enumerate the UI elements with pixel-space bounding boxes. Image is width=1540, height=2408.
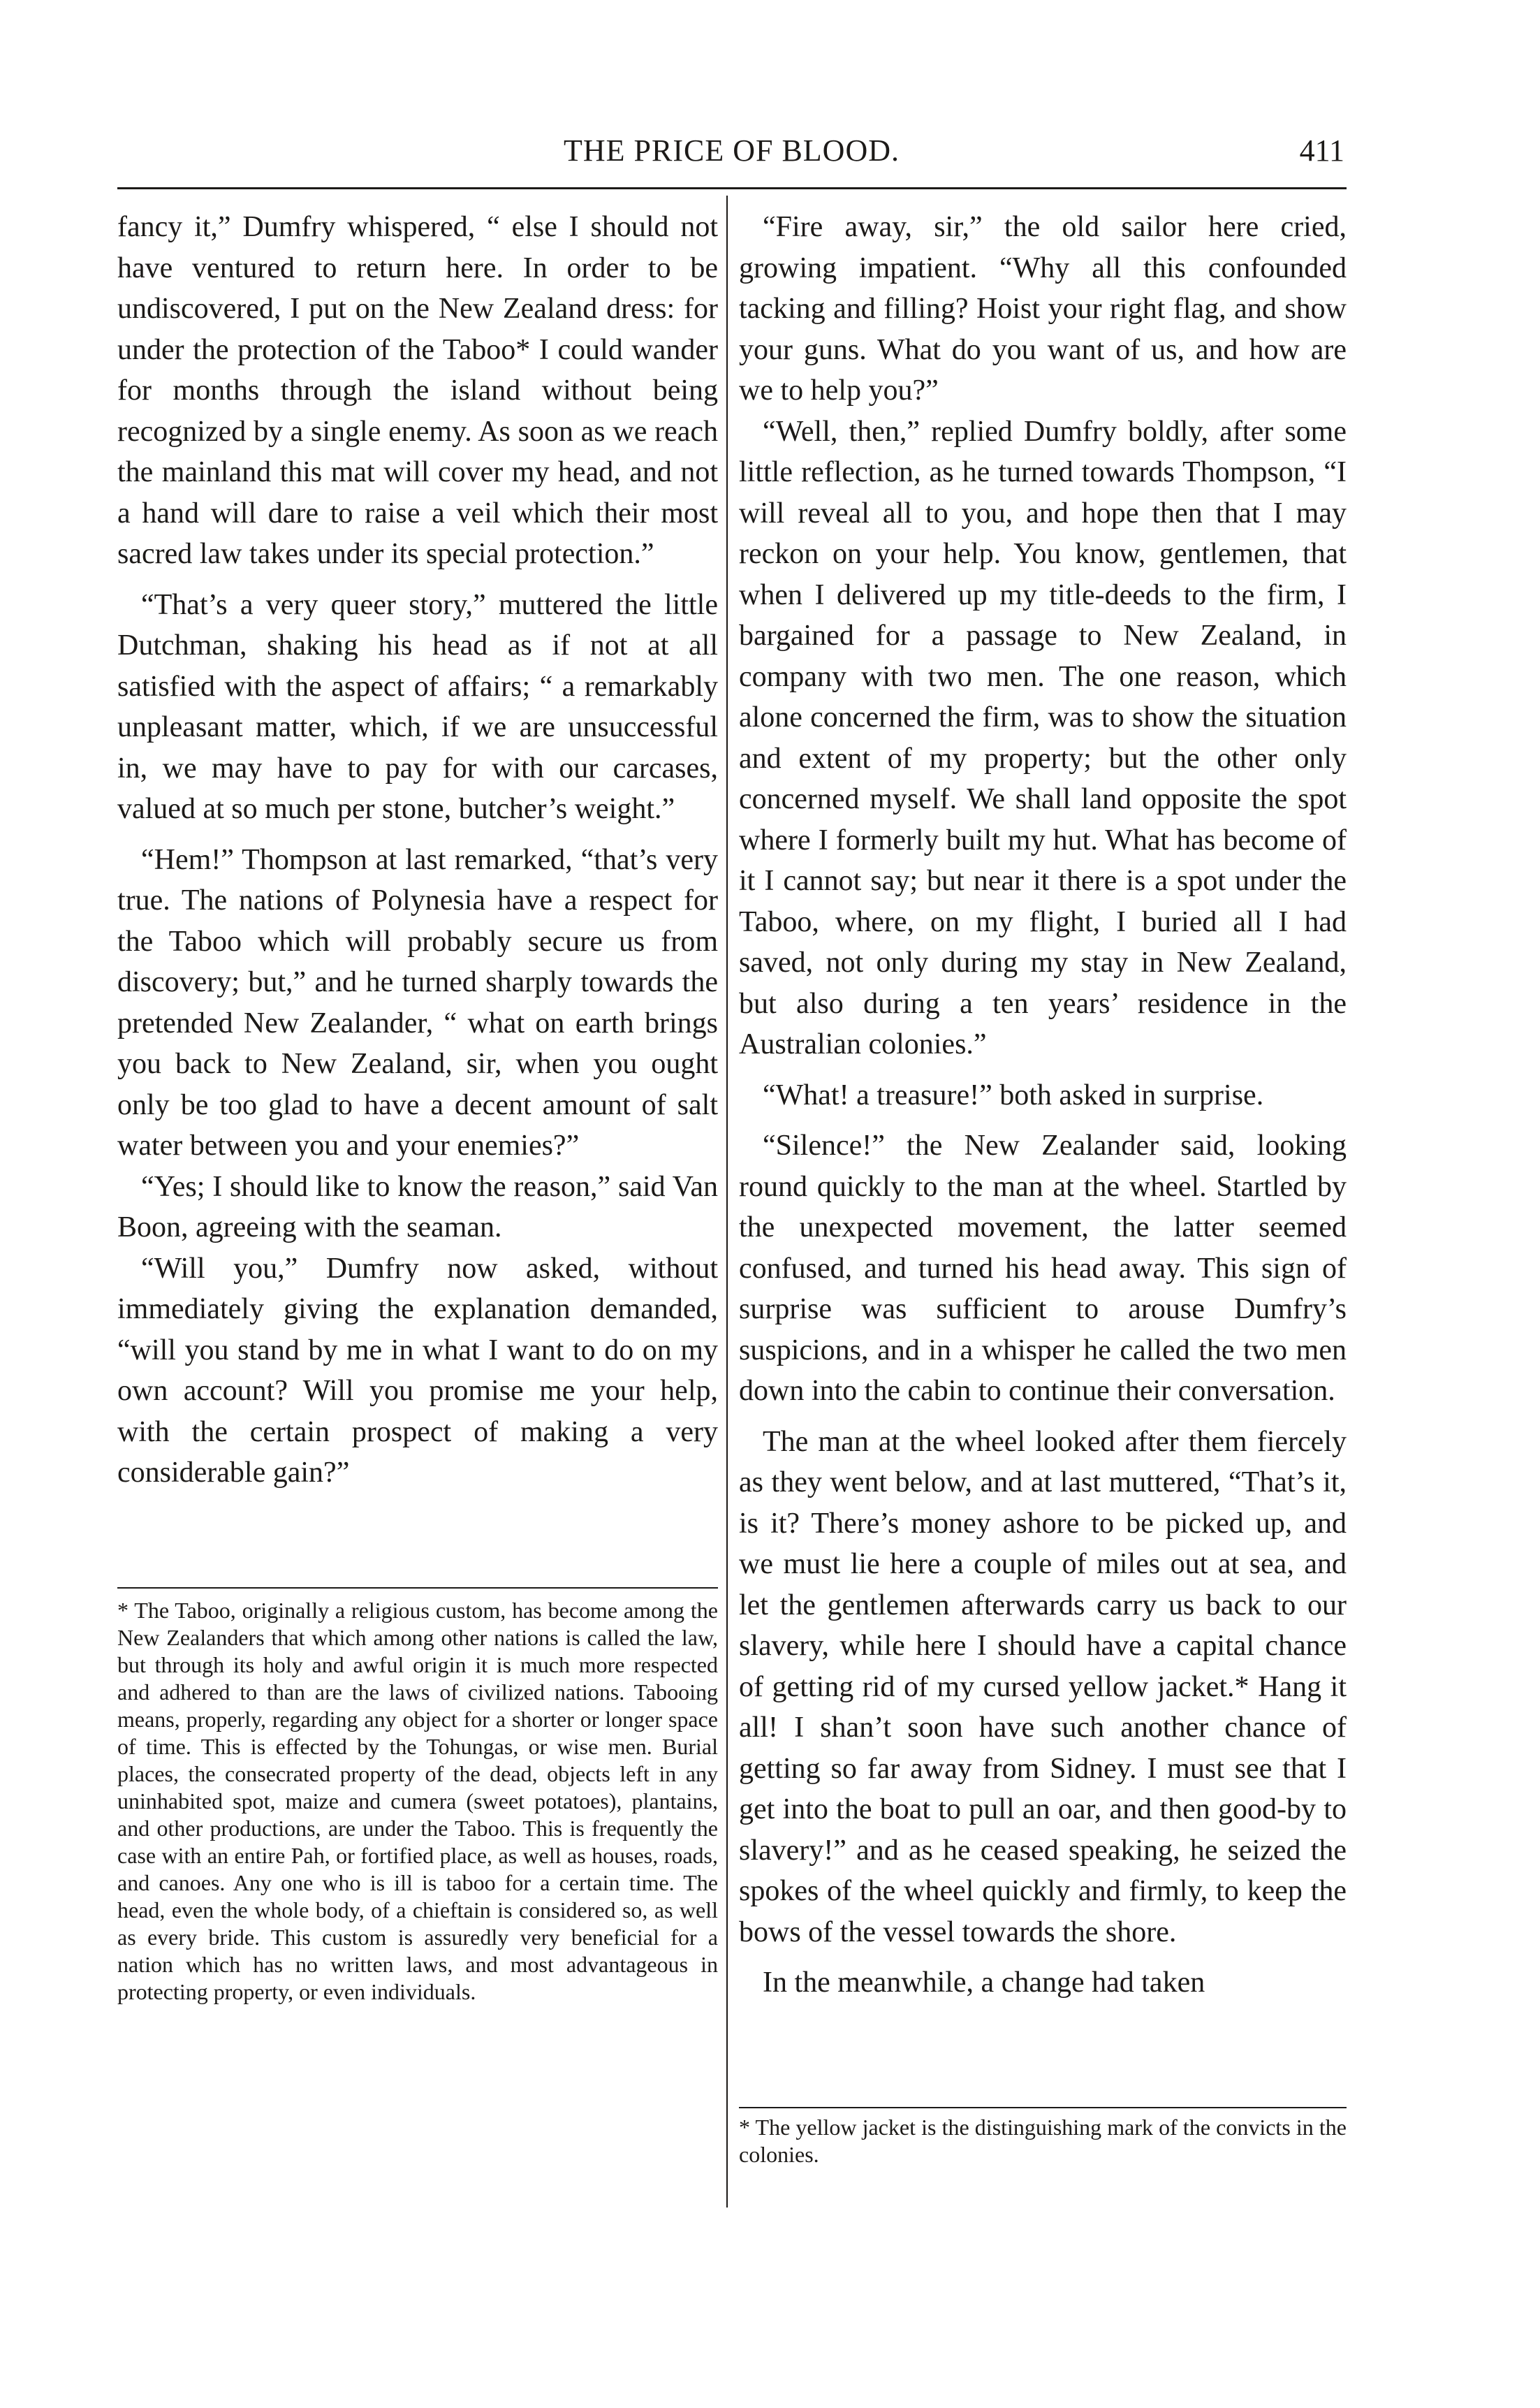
left-footnote-rule bbox=[117, 1587, 718, 1589]
right-column bbox=[739, 207, 1347, 2004]
paragraph: “What! a treasure!” both asked in surprise. bbox=[763, 1079, 1264, 1111]
left-column bbox=[117, 207, 718, 1494]
column-divider bbox=[726, 196, 728, 2208]
running-title: THE PRICE OF BLOOD. bbox=[563, 133, 900, 168]
paragraph: “Will you,” Dumfry now asked, without immediately giving the explanation demanded, “will you stand by me in what I want to do on my own account? Will you promise me your help, with the certain prospect of making a very considerable gain?” bbox=[117, 1252, 718, 1489]
right-footnote-rule bbox=[739, 2107, 1347, 2108]
paragraph: In the meanwhile, a change had taken bbox=[763, 1966, 1205, 1999]
running-header bbox=[119, 133, 1344, 177]
paragraph: “Fire away, sir,” the old sailor here cried, growing impatient. “Why all this confounded tacking and filling? Hoist your right flag, and show your guns. What do you want of us, and how are we to help you?” bbox=[739, 211, 1347, 407]
footnote-yellow-jacket: * The yellow jacket is the distinguishing mark of the convicts in the colonies. bbox=[739, 2115, 1347, 2167]
paragraph: “Silence!” the New Zealander said, looking round quickly to the man at the wheel. Startled by the unexpected movement, the latter seemed confused, and turned his head away. This sign of surprise was sufficient to arouse Dumfry’s suspicions, and in a whisper he called the two men down into the cabin to continue their conversation. bbox=[739, 1130, 1347, 1407]
paragraph: “Hem!” Thompson at last remarked, “that’s very true. The nations of Polynesia have a respect for the Taboo which will probably secure us from discovery; but,” and he turned sharply towards the pretended New Zealander, “ what on earth brings you back to New Zealand, sir, when you ought only be too glad to have a decent amount of salt water between you and your enemies?” bbox=[117, 843, 718, 1162]
header-rule bbox=[117, 187, 1347, 189]
paragraph: “Well, then,” replied Dumfry boldly, after some little reflection, as he turned towards Thompson, “I will reveal all to you, and hope then that I may reckon on your help. You know, gentlemen, that when I delivered up my title-deeds to the firm, I bargained for a passage to New Zealand, in company with two men. The one reason, which alone concerned the firm, was to show the situation and extent of my property; but the other only concerned myself. We shall land opposite the spot where I formerly built my hut. What has become of it I cannot say; but near it there is a spot under the Taboo, where, on my flight, I buried all I had saved, not only during my stay in New Zealand, but also during a ten years’ residence in the Australian colonies.” bbox=[739, 415, 1347, 1060]
paragraph: fancy it,” Dumfry whispered, “ else I should not have ventured to return here. In order to be undiscovered, I put on the New Zealand dress: for under the protection of the Taboo* I could wander for months through the island without being recognized by a single enemy. As soon as we reach the mainland this mat will cover my head, and not a hand will dare to raise a veil which their most sacred law takes under its special protection.” bbox=[117, 211, 718, 570]
page-number: 411 bbox=[1299, 133, 1344, 168]
paragraph: “That’s a very queer story,” muttered the little Dutchman, shaking his head as if not at all satisfied with the aspect of affairs; “ a remarkably unpleasant matter, which, if we are unsuccessful in, we may have to pay for with our carcases, valued at so much per stone, butcher’s weight.” bbox=[117, 588, 718, 825]
footnote-taboo: * The Taboo, originally a religious custom, has become among the New Zealanders that which among other nations is called the law, but through its holy and awful origin it is much more respected and adhered to than are the laws of civilized nations. Tabooing means, properly, regarding any object for a shorter or longer space of time. This is effected by the Tohungas, or wise men. Burial places, the consecrated property of the dead, objects left in any uninhabited spot, maize and cumera (sweet potatoes), plantains, and other productions, are under the Taboo. This is frequently the case with an entire Pah, or fortified place, as well as houses, roads, and canoes. Any one who is ill is taboo for a certain time. The head, even the whole body, of a chieftain is considered so, as well as every bride. This custom is assuredly very beneficial for a nation which has no written laws, and most advantageous in protecting property, or even individuals. bbox=[117, 1598, 718, 2004]
paragraph: “Yes; I should like to know the reason,” said Van Boon, agreeing with the seaman. bbox=[117, 1170, 718, 1243]
paragraph: The man at the wheel looked after them fiercely as they went below, and at last muttered, “That’s it, is it? There’s money ashore to be picked up, and we must lie here a couple of miles out at sea, and let the gentlemen afterwards carry us back to our slavery, while here I should have a capital chance of getting rid of my cursed yellow jacket.* Hang it all! I shan’t soon have such another chance of getting so far away from Sidney. I must see that I get into the boat to pull an oar, and then good-by to slavery!” and as he ceased speaking, he seized the spokes of the wheel quickly and firmly, to keep the bows of the vessel towards the shore. bbox=[739, 1425, 1347, 1948]
